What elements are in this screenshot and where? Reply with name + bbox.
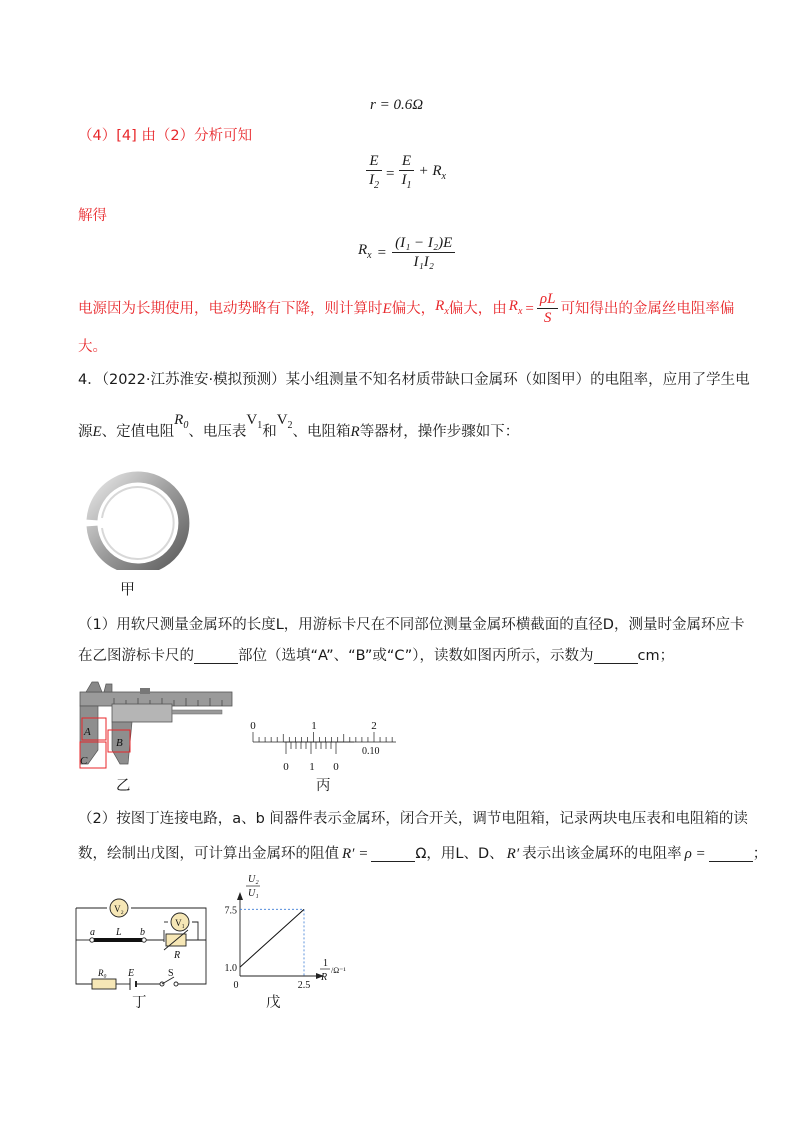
figure-bing-caption: 丙 [316,778,331,794]
fraction-numerator: E [366,152,381,171]
resistor-r0 [92,979,116,989]
x-axis-denominator: R [321,972,328,983]
equation-ei: $\frac{E}{I_2}$ = $\frac{E}{I_1}$ + $R_x$ [366,152,446,195]
figure-yi-caption: 乙 [116,778,131,794]
subscript: 0 [183,420,189,431]
conclusion-text: 偏大，由 [448,300,507,317]
variable-r: R [350,424,360,440]
fraction-denominator: I [369,172,374,188]
terminal-a [90,938,94,942]
fraction-numerator: E [399,152,414,171]
formula-rx: $R_x$ = $\frac{\rho L}{S}$ [509,290,559,327]
q4-text: 、电阻箱 [292,424,351,440]
caliper-label-c: C [80,755,88,767]
caliper-label-a: A [84,726,91,738]
label-s: S [168,968,174,979]
part4-label: （4）[4] 由（2）分析可知 [78,128,253,144]
main-scale-ticks [253,732,392,742]
sub1-text: 部位（选填“A”、“B”或“C”），读数如图丙所示，示数为 [238,648,594,664]
equation-r: r = 0.6Ω [370,97,424,113]
answer-blank[interactable] [709,847,753,862]
main-scale-label-2: 2 [371,720,377,732]
label-b: b [140,927,145,938]
figure-ding-caption: 丁 [132,995,147,1011]
sub1-text: 在乙图游标卡尺的 [78,648,194,664]
caliper-slider [112,704,172,722]
main-scale-label-1: 1 [311,720,317,732]
sub2-text: Ω，用L、D、 [415,846,504,862]
subscript: x [444,305,449,317]
question4-line2 [78,412,520,446]
sub1-line1: （1）用软尺测量金属环的长度L，用游标卡尺在不同部位测量金属环横截面的直径D，测量时金属环应卡 [78,617,745,633]
caliper-label-b: B [116,737,123,749]
q4-text: 等器材，操作步骤如下： [359,424,520,440]
sub2-line2 [78,843,767,865]
y-axis-numerator: U₂ [248,874,259,885]
variable-v1: V [246,412,258,428]
fraction-e-i2 [366,152,382,195]
sub2-text: 数，绘制出戊图，可计算出金属环的阻值 [78,846,339,862]
jiede-label: 解得 [78,208,107,224]
vernier-caliper-figure [74,680,236,772]
terminal-b [142,938,146,942]
answer-blank[interactable] [371,847,415,862]
conclusion-line2: 大。 [78,339,107,355]
caliper-depth-rod [172,710,222,714]
y-axis-arrow [237,892,243,900]
sub1-line2 [78,645,674,667]
subscript: x [517,305,523,317]
variable-e: E [92,424,102,440]
subscript: x [441,170,446,182]
label-r0: R₀ [98,968,107,978]
label-r: R [174,950,181,961]
y-tick-label-7-5: 7.5 [224,905,237,917]
vernier-precision-label: 0.10 [362,746,380,757]
x-tick-label-0: 0 [233,980,239,990]
variable-rx: R [435,297,445,314]
vernier-label-0: 0 [283,761,289,773]
x-axis-unit: /Ω⁻¹ [331,966,346,975]
label-e: E [128,968,135,979]
equation-tail: + R [418,162,442,179]
caliper-screw [140,688,150,694]
fraction-numerator: ρL [537,290,559,309]
x-tick-label-2-5: 2.5 [297,980,311,990]
question4-line1: 4．（2022·江苏淮安·模拟预测）某小组测量不知名材质带缺口金属环（如图甲）的电阻率，应用了学生电 [78,372,750,388]
metal-ring [92,477,184,569]
fraction-denominator: I₁I₂ [413,254,434,270]
fraction-denominator: I [401,172,407,188]
subscript: x [367,249,372,261]
circuit-diagram [72,888,214,1006]
caliper-upper-jaw-movable [104,684,112,692]
formula-lhs: R [508,297,518,314]
variable-r-prime: R′ = [342,846,369,862]
data-line [240,909,304,967]
metal-ring-element [94,938,142,942]
metal-ring-inner-shine [102,487,174,559]
u-ratio-graph [220,872,360,990]
x-axis-numerator: 1 [323,958,328,969]
variable-v2: V [276,412,288,428]
label-a: a [90,927,95,938]
figure-jia-caption: 甲 [120,580,136,598]
subscript: 2 [287,420,293,431]
fraction-denominator: S [543,310,552,326]
caliper-upper-jaw-fixed [86,682,102,692]
fraction-numerator: (I₁ − I₂)E [392,234,455,253]
conclusion-text: 可知得出的金属丝电阻率偏 [560,300,735,317]
fraction-e-i1 [398,152,414,195]
sub2-text: ； [752,846,768,862]
variable-r-prime: R′ [506,846,520,862]
equation-lhs: R [358,241,368,258]
answer-blank[interactable] [594,649,638,664]
subscript: 1 [406,180,412,191]
metal-ring-figure [78,460,198,570]
variable-e: E [382,300,392,317]
subscript: 2 [374,180,379,191]
vernier-label-10: 0 [333,761,339,773]
vernier-scale-ticks [286,742,336,754]
figure-wu-caption: 戊 [266,995,281,1011]
label-l: L [116,927,122,938]
vernier-label-1: 1 [309,761,315,773]
switch-contact [174,982,178,986]
sub1-text: cm； [637,648,675,664]
conclusion-text: 电源因为长期使用，电动势略有下降，则计算时 [78,300,383,317]
voltmeter-v2-label: V₂ [114,904,124,914]
variable-r0: R [174,412,184,428]
variable-rho: ρ = [684,846,706,862]
q4-text: 和 [262,424,277,440]
q4-text: 、电压表 [188,424,247,440]
q4-text: 源 [78,424,93,440]
conclusion-text: 偏大， [391,300,436,317]
sub2-text: 表示出该金属环的电阻率 [522,846,682,862]
q4-text: 、定值电阻 [101,424,175,440]
y-tick-label-1-0: 1.0 [224,963,237,975]
answer-blank[interactable] [194,649,238,664]
main-scale-label-0: 0 [250,720,256,732]
wire-left [76,908,92,984]
equation-rx: $R_x$ = $\frac{\text{(I₁ − I₂)E}}{\text{I₁I₂}}$ [358,234,455,271]
fraction-rx [392,234,455,271]
wire-v1-right [192,922,198,940]
conclusion-line1 [78,290,734,327]
vernier-scale-figure [250,718,400,778]
voltmeter-v1-label: V₁ [175,918,185,928]
sub2-line1: （2）按图丁连接电路，a、b 间器件表示金属环，闭合开关，调节电阻箱，记录两块电压表和电阻箱的读 [78,811,748,827]
y-axis-denominator: U₁ [248,888,259,899]
subscript: 1 [257,420,263,431]
